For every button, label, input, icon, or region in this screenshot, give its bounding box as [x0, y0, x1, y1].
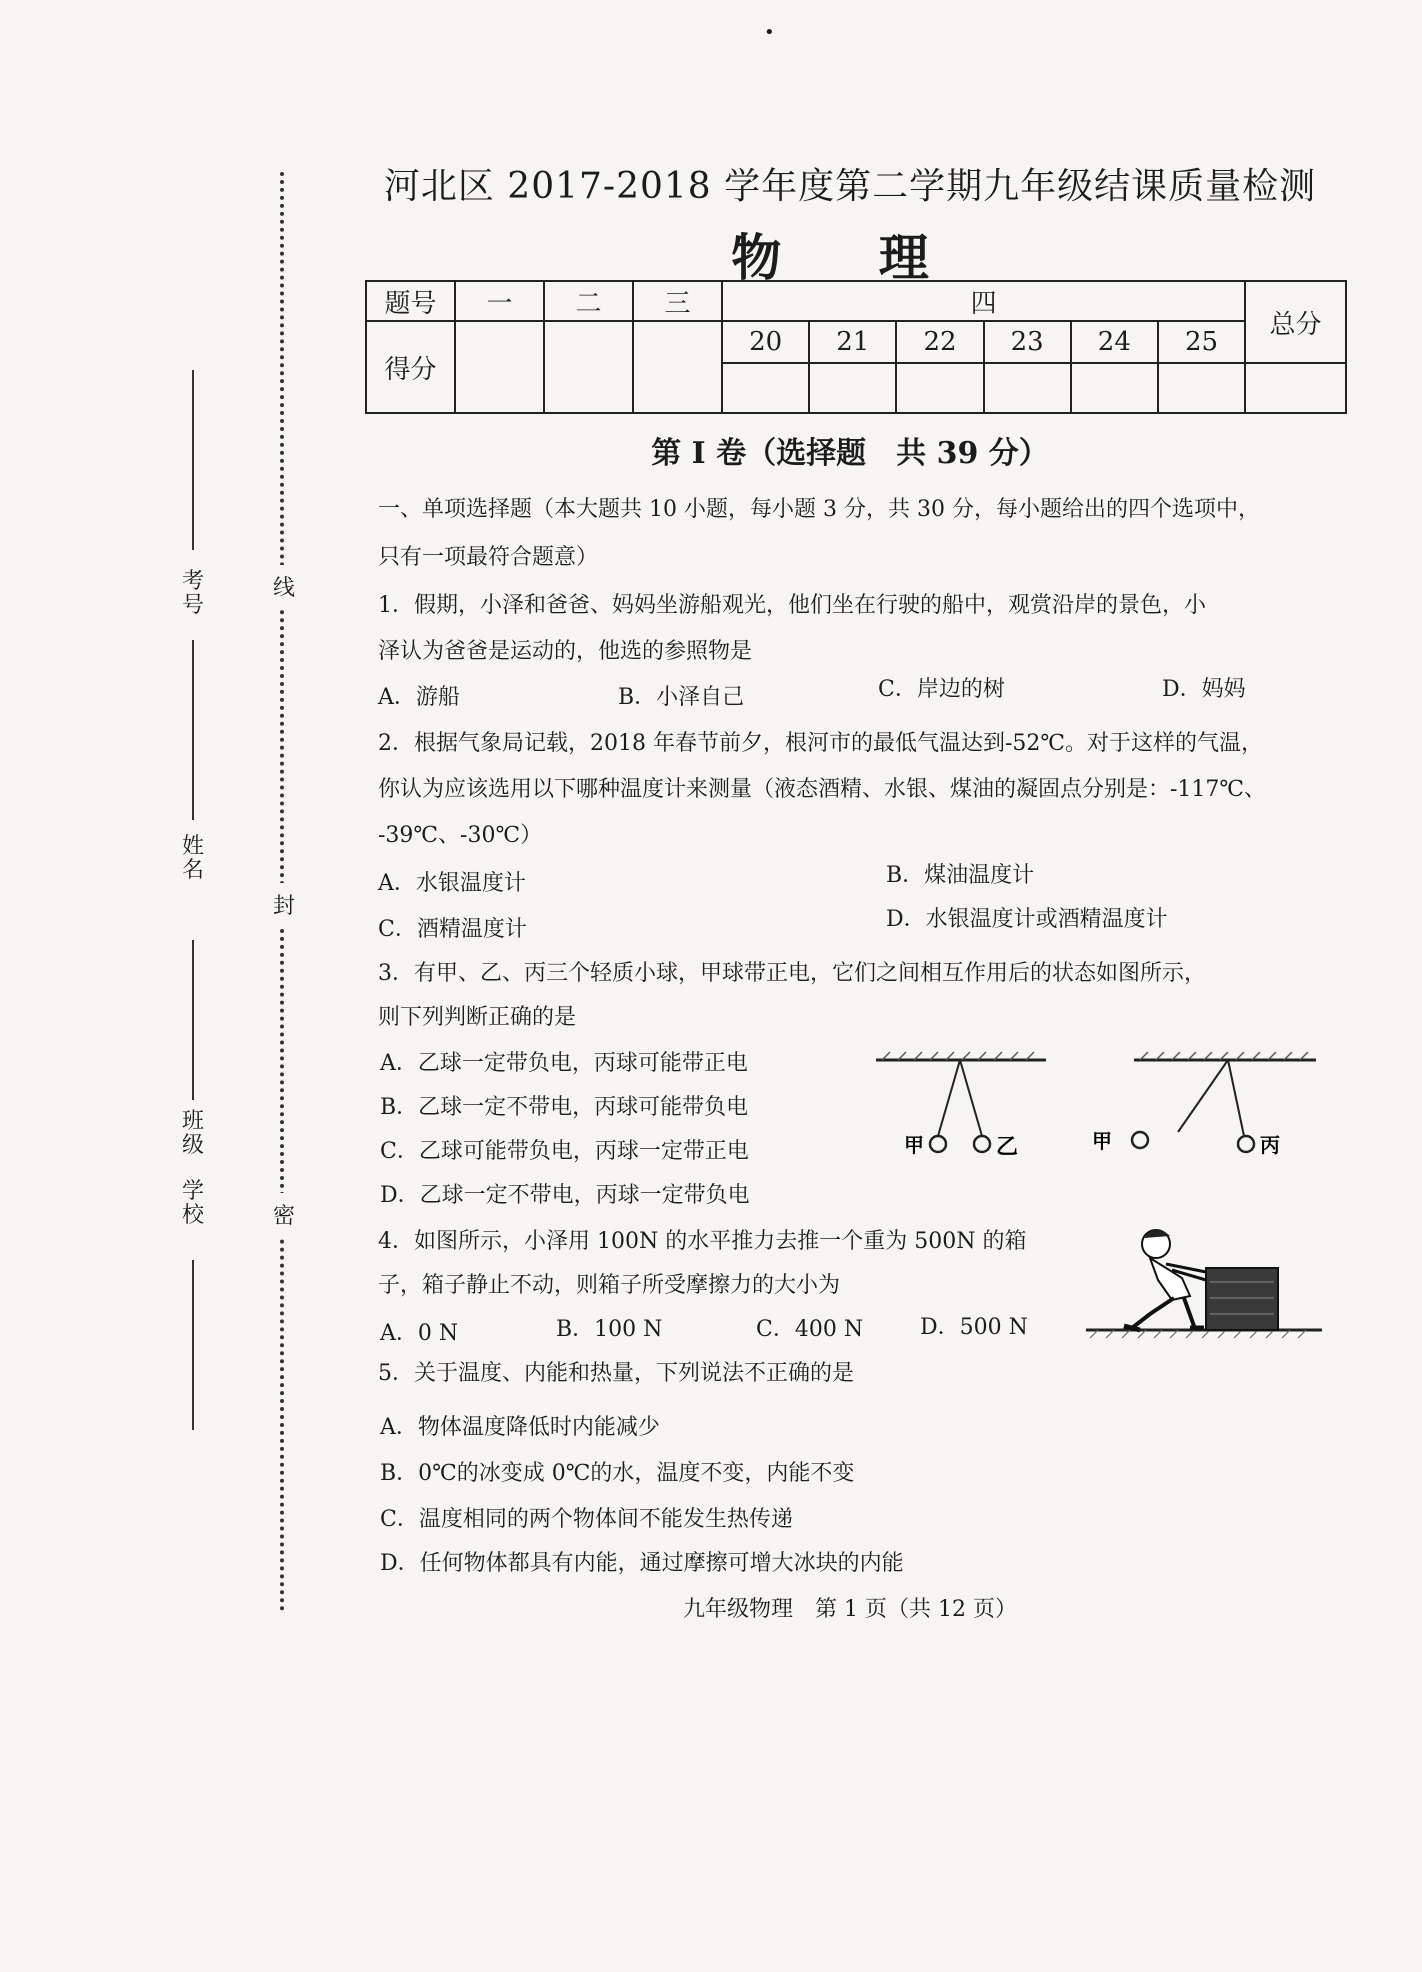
section-title: 第 I 卷（选择题 共 39 分）	[651, 436, 1049, 471]
score-table-sub-23: 23	[984, 321, 1071, 363]
name-label: 姓名	[181, 834, 204, 884]
q3-ball-yi	[974, 1136, 990, 1152]
score-table-col-3: 三	[633, 281, 722, 321]
scan-mark: •	[764, 22, 775, 43]
exam-no-blank	[192, 370, 194, 550]
q5-option-a: A．物体温度降低时内能减少	[380, 1415, 660, 1440]
q3-option-b: B．乙球一定不带电，丙球可能带负电	[380, 1095, 749, 1120]
q1-option-d: D．妈妈	[1162, 677, 1246, 702]
score-table-header-label: 题号	[366, 281, 455, 321]
q3-option-a: A．乙球一定带负电，丙球可能带正电	[380, 1051, 748, 1076]
exam-subject: 物 理	[731, 228, 969, 287]
q4-box	[1206, 1268, 1278, 1330]
score-table-col-2: 二	[544, 281, 633, 321]
q1-stem-1: 1．假期，小泽和爸爸、妈妈坐游船观光，他们坐在行驶的船中，观赏沿岸的景色，小	[378, 593, 1206, 618]
q3-thread-bing	[1228, 1060, 1244, 1136]
q4-option-a: A．0 N	[380, 1321, 459, 1346]
section-instruction-1: 一、单项选择题（本大题共 10 小题，每小题 3 分，共 30 分，每小题给出的四个选项中，	[378, 497, 1260, 522]
q2-stem-1: 2．根据气象局记载，2018 年春节前夕，根河市的最低气温达到-52℃。对于这样的气温，	[378, 731, 1264, 756]
q3-thread-jia	[938, 1060, 960, 1136]
q2-option-a: A．水银温度计	[378, 871, 526, 896]
q1-option-b: B．小泽自己	[618, 685, 745, 710]
q5-stem: 5．关于温度、内能和热量，下列说法不正确的是	[378, 1361, 854, 1386]
q2-option-c: C．酒精温度计	[378, 917, 527, 942]
score-table-score-label: 得分	[366, 321, 455, 413]
score-table-sub-21: 21	[809, 321, 896, 363]
q4-option-b: B．100 N	[556, 1317, 663, 1342]
score-cell-22	[896, 363, 983, 413]
q1-stem-2: 泽认为爸爸是运动的，他选的参照物是	[378, 639, 753, 664]
q3-thread-jia2	[1178, 1060, 1228, 1132]
q3-option-d: D．乙球一定不带电，丙球一定带负电	[380, 1183, 750, 1208]
q3-thread-yi	[960, 1060, 982, 1136]
score-table-sub-25: 25	[1158, 321, 1245, 363]
class-blank	[192, 940, 194, 1100]
score-table-total: 总分	[1245, 281, 1346, 363]
q3-ball-jia2	[1132, 1132, 1148, 1148]
q3-label-yi: 乙	[996, 1135, 1019, 1160]
score-table-col-4: 四	[722, 281, 1245, 321]
q3-stem-1: 3．有甲、乙、丙三个轻质小球，甲球带正电，它们之间相互作用后的状态如图所示，	[378, 961, 1206, 986]
seal-text-line: 线	[270, 565, 298, 608]
score-cell-23	[984, 363, 1071, 413]
school-label: 学校	[181, 1179, 204, 1229]
q3-ball-jia	[930, 1136, 946, 1152]
q3-figure-left	[876, 1052, 1046, 1160]
q3-label-jia: 甲	[904, 1133, 924, 1157]
score-table-col-1: 一	[455, 281, 544, 321]
seal-text-secret: 密	[270, 1193, 298, 1236]
class-label: 班级	[181, 1109, 204, 1159]
q1-option-a: A．游船	[378, 685, 460, 710]
score-cell-21	[809, 363, 896, 413]
q5-option-c: C．温度相同的两个物体间不能发生热传递	[380, 1507, 793, 1532]
page-footer: 九年级物理 第 1 页（共 12 页）	[683, 1597, 1017, 1622]
q4-option-d: D．500 N	[920, 1315, 1028, 1340]
q4-stem-2: 子，箱子静止不动，则箱子所受摩擦力的大小为	[378, 1273, 841, 1298]
score-table-sub-20: 20	[722, 321, 809, 363]
q3-label-bing: 丙	[1260, 1133, 1280, 1157]
q2-option-b: B．煤油温度计	[886, 863, 1035, 888]
q3-stem-2: 则下列判断正确的是	[378, 1005, 577, 1030]
score-cell-20	[722, 363, 809, 413]
q2-stem-3: -39℃、-30℃）	[378, 823, 543, 848]
q4-figure	[1086, 1222, 1322, 1342]
q2-stem-2: 你认为应该选用以下哪种温度计来测量（液态酒精、水银、煤油的凝固点分别是：-117℃、	[378, 777, 1267, 802]
score-table-sub-22: 22	[896, 321, 983, 363]
score-cell-1	[455, 321, 544, 413]
q3-figure-right	[1092, 1052, 1316, 1157]
q4-boy	[1124, 1229, 1206, 1330]
score-table-sub-24: 24	[1071, 321, 1158, 363]
q5-option-b: B．0℃的冰变成 0℃的水，温度不变，内能不变	[380, 1461, 855, 1486]
q4-option-c: C．400 N	[756, 1317, 864, 1342]
q2-option-d: D．水银温度计或酒精温度计	[886, 907, 1168, 932]
q1-option-c: C．岸边的树	[878, 677, 1005, 702]
exam-title: 河北区 2017-2018 学年度第二学期九年级结课质量检测	[383, 166, 1317, 207]
score-table	[365, 280, 1347, 414]
score-cell-total	[1245, 363, 1346, 413]
school-blank	[192, 1260, 194, 1430]
q5-option-d: D．任何物体都具有内能，通过摩擦可增大冰块的内能	[380, 1551, 904, 1576]
score-cell-24	[1071, 363, 1158, 413]
score-cell-25	[1158, 363, 1245, 413]
name-blank	[192, 640, 194, 820]
q3-label-jia2: 甲	[1092, 1129, 1112, 1153]
seal-text-seal: 封	[270, 883, 298, 926]
score-cell-3	[633, 321, 722, 413]
q4-stem-1: 4．如图所示，小泽用 100N 的水平推力去推一个重为 500N 的箱	[378, 1229, 1027, 1254]
q3-ball-bing	[1238, 1136, 1254, 1152]
score-cell-2	[544, 321, 633, 413]
q3-option-c: C．乙球可能带负电，丙球一定带正电	[380, 1139, 749, 1164]
exam-no-label: 考号	[181, 569, 204, 619]
section-instruction-2: 只有一项最符合题意）	[378, 545, 599, 570]
q3-figure	[876, 1046, 1316, 1162]
